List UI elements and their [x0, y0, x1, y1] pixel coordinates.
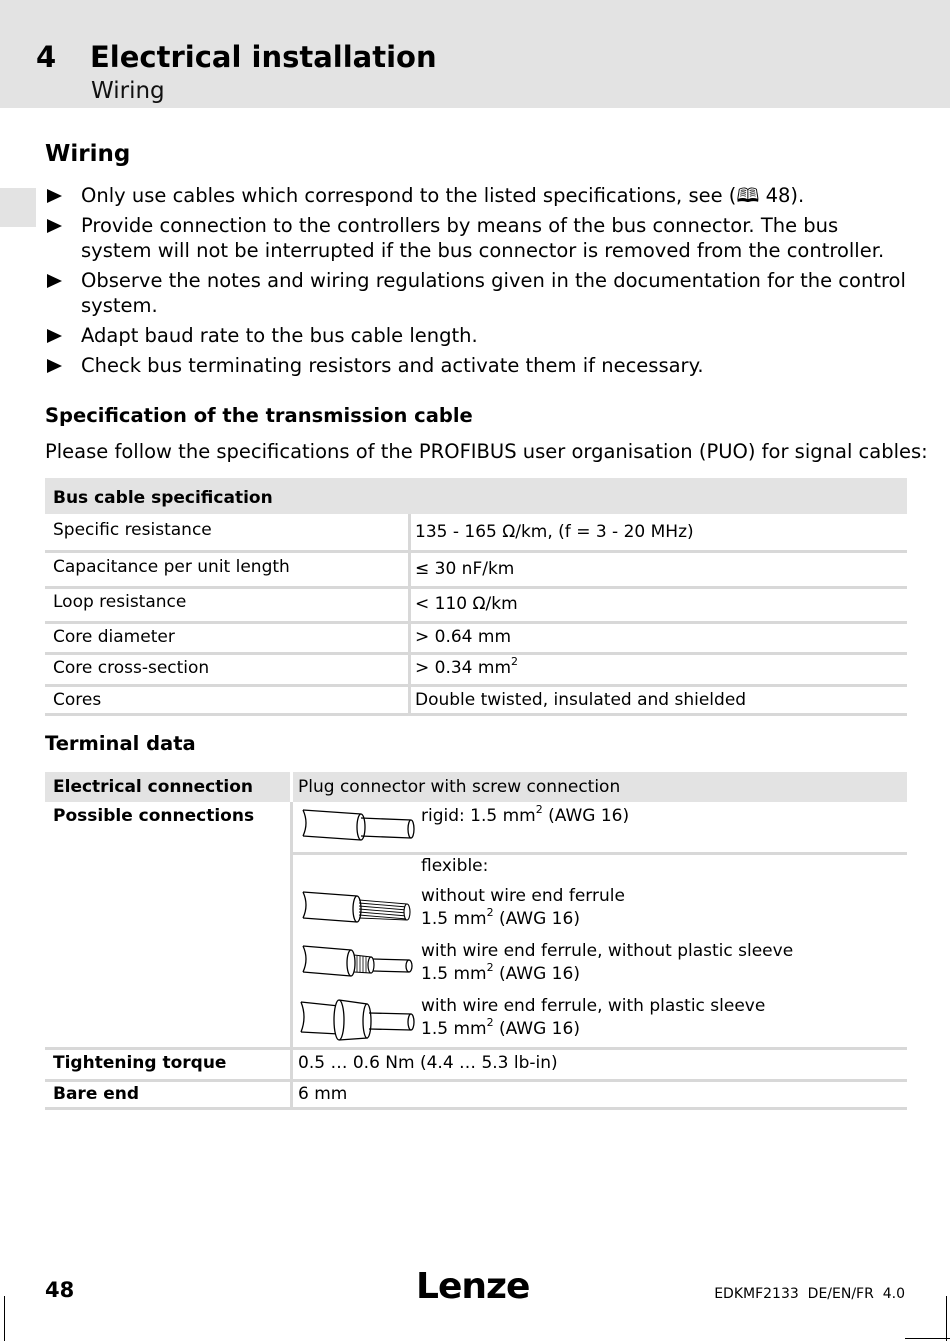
- spec-value: [407, 655, 907, 685]
- row-divider: [45, 713, 907, 716]
- terminal-label: Tightening torque: [53, 1053, 227, 1073]
- bullet-text: Adapt baud rate to the bus cable length.: [81, 324, 478, 347]
- awg-text: (AWG 16): [493, 964, 580, 984]
- spec-label: Capacitance per unit length: [53, 557, 290, 577]
- lenze-logo: Lenze: [416, 1266, 530, 1307]
- table-row: [45, 553, 907, 587]
- crop-mark: [905, 1338, 950, 1339]
- flex-item-desc: with wire end ferrule, with plastic sleeve: [421, 996, 766, 1016]
- spec-value: Double twisted, insulated and shielded: [415, 690, 747, 710]
- flex-item-text: [421, 940, 793, 986]
- row-divider: [293, 852, 907, 855]
- section-heading-terminal-data: Terminal data: [45, 732, 196, 755]
- flexible-label: flexible:: [421, 856, 489, 876]
- superscript: 2: [486, 961, 494, 975]
- rigid-connection-text: [421, 805, 629, 828]
- spec-value: 135 - 165 Ω/km, (f = 3 - 20 MHz): [415, 522, 694, 542]
- bullet-arrow-icon: [47, 359, 62, 373]
- flexible-wire-no-ferrule-icon: [299, 888, 419, 928]
- table-row-tightening-torque: [45, 1050, 907, 1078]
- crop-mark: [946, 1296, 947, 1341]
- terminal-label: Possible connections: [53, 806, 255, 826]
- spec-label: Core cross-section: [53, 658, 210, 678]
- column-gap: [290, 772, 293, 802]
- size-text: 1.5 mm: [421, 1019, 487, 1039]
- spec-value-text: > 0.34 mm: [415, 658, 512, 678]
- flex-item-size: [421, 1018, 765, 1041]
- chapter-subtitle: Wiring: [91, 78, 165, 104]
- table-row: [45, 589, 907, 621]
- chapter-title: Electrical installation: [90, 40, 437, 74]
- table-row: [45, 655, 907, 685]
- spec-label: Loop resistance: [53, 592, 187, 612]
- bullet-arrow-icon: [47, 274, 62, 288]
- flex-item-text: [421, 995, 765, 1041]
- size-text: 1.5 mm: [421, 909, 487, 929]
- flex-item-size: [421, 963, 793, 986]
- superscript: 2: [511, 655, 519, 669]
- bullet-text: Only use cables which correspond to the listed specifications, see (🕮 48).: [81, 184, 805, 207]
- table-header-row: [45, 478, 907, 514]
- section-heading-wiring: Wiring: [45, 141, 131, 167]
- bullet-text: Provide connection to the controllers by means of the bus connector. The bus system will not be interrupted if the bus connector is removed from the controller.: [81, 214, 885, 262]
- table-row: [45, 687, 907, 716]
- table-row-electrical-connection: [45, 772, 907, 802]
- flex-item-desc: without wire end ferrule: [421, 886, 625, 906]
- table-row: [45, 624, 907, 652]
- rigid-suffix: (AWG 16): [542, 806, 630, 826]
- bullet-text: Check bus terminating resistors and activate them if necessary.: [81, 354, 704, 377]
- bullet-item: [45, 268, 907, 318]
- terminal-value: 6 mm: [298, 1084, 348, 1104]
- flex-item-desc: with wire end ferrule, without plastic sleeve: [421, 941, 794, 961]
- bullet-item: [45, 183, 907, 208]
- size-text: 1.5 mm: [421, 964, 487, 984]
- terminal-value: Plug connector with screw connection: [298, 777, 621, 797]
- spec-label: Specific resistance: [53, 520, 212, 540]
- bullet-item: [45, 323, 907, 348]
- terminal-label: Bare end: [53, 1084, 140, 1104]
- terminal-data-table: [45, 772, 907, 1112]
- bullet-item: [45, 213, 907, 263]
- bullet-item: [45, 353, 907, 378]
- bullet-text: Observe the notes and wiring regulations given in the documentation for the control system.: [81, 269, 906, 317]
- specification-intro: Please follow the specifications of the PROFIBUS user organisation (PUO) for signal cables:: [45, 440, 928, 463]
- spec-value: > 0.64 mm: [415, 627, 512, 647]
- ferrule-with-sleeve-wire-icon: [295, 994, 419, 1046]
- bus-cable-spec-table: [45, 478, 907, 716]
- spec-label: Cores: [53, 690, 102, 710]
- table-title: Bus cable specification: [53, 488, 273, 508]
- table-row-bare-end: [45, 1082, 907, 1109]
- flex-item-text: [421, 885, 625, 931]
- awg-text: (AWG 16): [493, 909, 580, 929]
- wiring-bullet-list: [45, 183, 907, 383]
- table-row: [45, 516, 907, 550]
- bullet-arrow-icon: [47, 219, 62, 233]
- superscript: 2: [535, 803, 543, 817]
- crop-mark: [4, 1296, 5, 1341]
- section-heading-specification: Specification of the transmission cable: [45, 404, 473, 427]
- spec-label: Core diameter: [53, 627, 175, 647]
- page-number: 48: [45, 1278, 75, 1302]
- document-id: EDKMF2133 DE/EN/FR 4.0: [714, 1286, 905, 1302]
- superscript: 2: [486, 1016, 494, 1030]
- ferrule-no-sleeve-wire-icon: [299, 942, 419, 982]
- spec-value: < 110 Ω/km: [415, 594, 518, 614]
- bullet-arrow-icon: [47, 189, 62, 203]
- spec-value: ≤ 30 nF/km: [415, 559, 515, 579]
- flex-item-size: [421, 908, 625, 931]
- bullet-arrow-icon: [47, 329, 62, 343]
- rigid-prefix: rigid: 1.5 mm: [421, 806, 536, 826]
- row-divider: [45, 1107, 907, 1110]
- rigid-wire-icon: [299, 806, 419, 846]
- terminal-value: 0.5 … 0.6 Nm (4.4 … 5.3 lb-in): [298, 1053, 558, 1073]
- side-tab-marker: [0, 188, 36, 227]
- superscript: 2: [486, 906, 494, 920]
- terminal-label: Electrical connection: [53, 777, 253, 797]
- chapter-number: 4: [36, 40, 57, 74]
- awg-text: (AWG 16): [493, 1019, 580, 1039]
